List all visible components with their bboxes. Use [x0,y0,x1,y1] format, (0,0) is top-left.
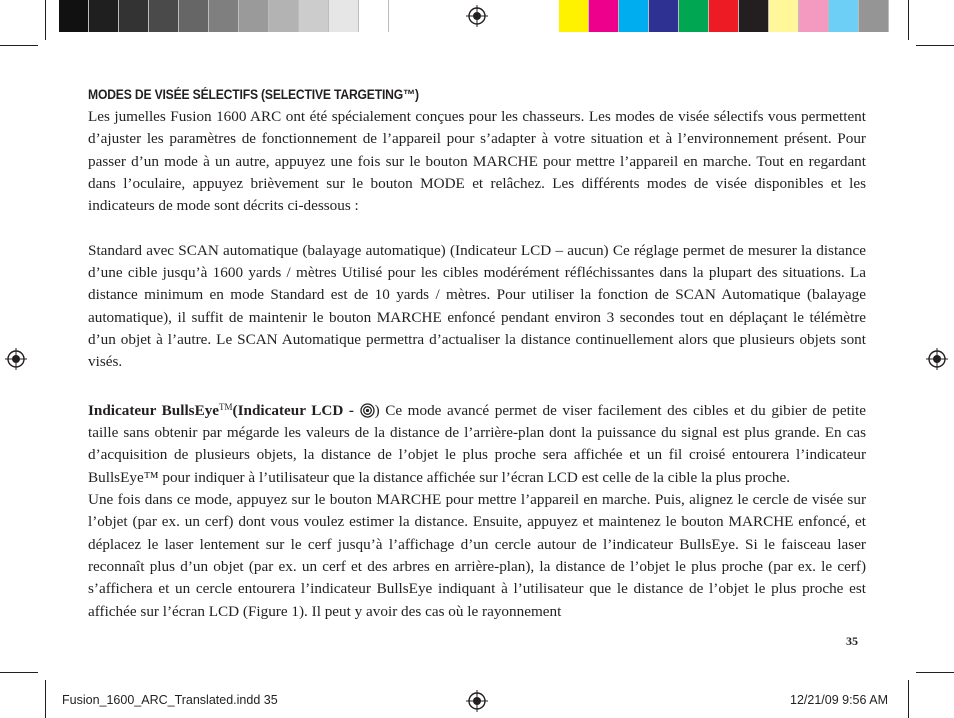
registration-mark-bottom-icon [466,690,488,712]
gray-swatch-7 [239,0,269,32]
gray-swatch-9 [299,0,329,32]
crop-mark-bottom-right-v [908,680,909,718]
process-color-bar [559,0,889,32]
color-swatch-5 [679,0,709,32]
crop-mark-top-right-h [916,45,954,46]
color-swatch-6 [709,0,739,32]
crop-mark-top-right-v [908,0,909,40]
color-swatch-9 [799,0,829,32]
color-swatch-7 [739,0,769,32]
registration-mark-left-icon [5,348,27,370]
registration-mark-right-icon [926,348,948,370]
crop-mark-bottom-left-h [0,672,38,673]
grayscale-color-bar [59,0,389,32]
registration-mark-top-icon [466,5,488,27]
color-swatch-8 [769,0,799,32]
standard-mode-paragraph: Standard avec SCAN automatique (balayage automatique) (Indicateur LCD – aucun) Ce réglage permet de mesurer la distance d’une cible jusqu’à 1600 yards / mètres Utilisé pour les cibles modérément réfléchissantes dans la plupart des situations. La distance minimum en mode Standard est de 10 yards / mètres. Pour utiliser la fonction de SCAN Automatique (balayage automatique), il suffit de maintenir le bouton MARCHE enfoncé pendant environ 3 secondes tout en déplaçant le télémètre d’un objet à l’autre. Le SCAN Automatique permettra d’actualiser la distance continuellement alors que plusieurs objets sont visés. [88,241,866,371]
color-swatch-11 [859,0,889,32]
bullseye-target-icon [360,403,375,418]
bullseye-description: ) Ce mode avancé permet de viser facilement des cibles et du gibier de petite taille sans obtenir par mégarde les valeurs de la distance de l’arrière-plan dont la puissance du signal est plus grande. En cas d’acquisition de plusieurs objets, la distance de l’objet le plus proche sera affichée et un fil croisé entourera l’indicateur BullsEye™ pour indiquer à l’utilisateur que la distance affichée sur l’écran LCD est celle de la cible la plus proche. [88,401,866,486]
crop-mark-bottom-left-v [45,680,46,718]
color-swatch-1 [559,0,589,32]
trademark-mark: TM [219,401,233,412]
page-content [88,84,866,623]
intro-paragraph: Les jumelles Fusion 1600 ARC ont été spécialement conçues pour les chasseurs. Les modes de visée sélectifs vous permettent d’ajuster les paramètres de fonctionnement de l’appareil pour s’adapter à votre situation et à l’environnement présent. Pour passer d’un mode à un autre, appuyez une fois sur le bouton MARCHE pour mettre l’appareil en marche. Tout en regardant dans l’oculaire, appuyez brièvement sur le bouton MODE et relâchez. Les différents modes de visée disponibles et les indicateurs de mode sont décrits ci-dessous : [88,108,866,215]
gray-swatch-8 [269,0,299,32]
page-number: 35 [846,634,858,648]
gray-swatch-1 [59,0,89,32]
gray-swatch-3 [119,0,149,32]
bullseye-mode-paragraph [88,396,866,489]
color-swatch-2 [589,0,619,32]
gray-swatch-11 [359,0,389,32]
crop-mark-bottom-right-h [916,672,954,673]
color-swatch-4 [649,0,679,32]
bullseye-usage-paragraph: Une fois dans ce mode, appuyez sur le bouton MARCHE pour mettre l’appareil en marche. Puis, alignez le cercle de visée sur l’objet (par ex. un cerf) dont vous voulez estimer la distance. Ensuite, appuyez et maintenez le bouton MARCHE enfoncé, et déplacez le laser lentement sur le cerf jusqu’à l’affichage d’un cercle autour de l’indicateur BullsEye. Si le faisceau laser reconnaît plus d’un objet (par ex. un cerf et des arbres en arrière-plan), la distance de l’objet le plus proche (par ex. le cerf) s’affichera et un cercle entourera l’indicateur BullsEye indiquant à l’utilisateur que le distance de l’objet le plus proche est affichée sur l’écran LCD (Figure 1). Il peut y avoir des cas où le rayonnement [88,491,866,620]
gray-swatch-5 [179,0,209,32]
gray-swatch-4 [149,0,179,32]
slug-file-name: Fusion_1600_ARC_Translated.indd 35 [62,693,278,707]
gray-swatch-2 [89,0,119,32]
gray-swatch-6 [209,0,239,32]
gray-swatch-10 [329,0,359,32]
bullseye-title: Indicateur BullsEye [88,401,220,419]
color-swatch-10 [829,0,859,32]
crop-mark-top-left-v [45,0,46,40]
color-swatch-3 [619,0,649,32]
crop-mark-top-left-h [0,45,38,46]
section-heading: MODES DE VISÉE SÉLECTIFS (SELECTIVE TARGETING™) [88,87,419,102]
slug-date-time: 12/21/09 9:56 AM [790,693,888,707]
bullseye-lcd-label: (Indicateur LCD - [232,401,360,419]
